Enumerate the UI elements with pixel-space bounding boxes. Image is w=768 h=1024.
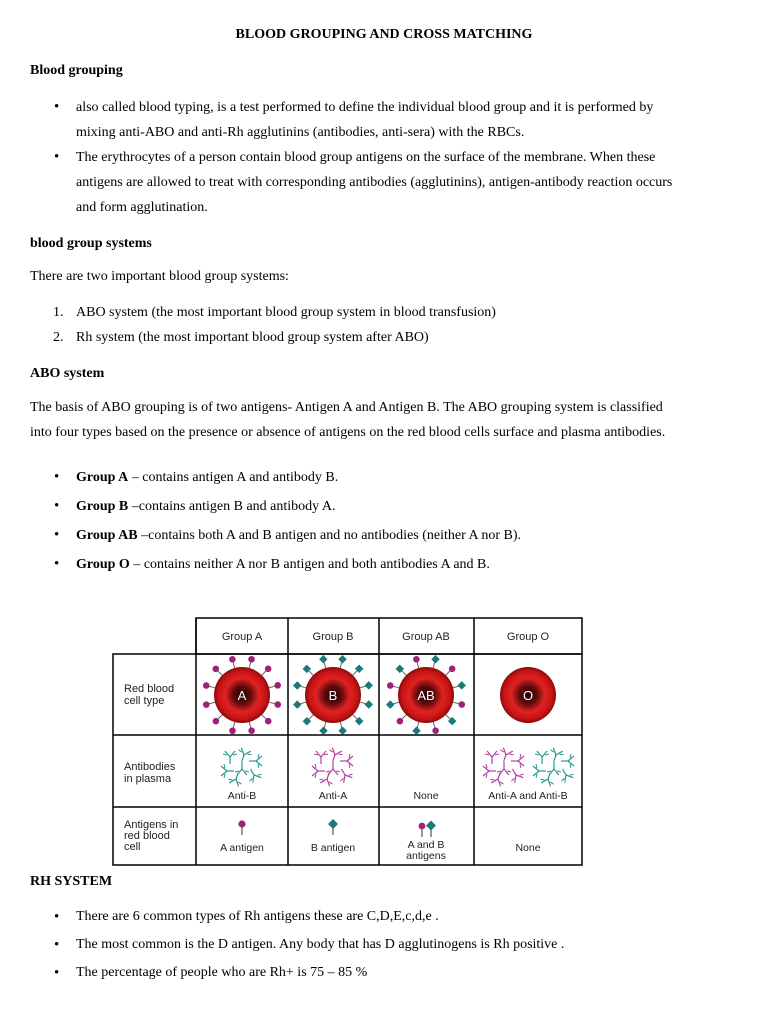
abo-groups-list <box>0 463 745 579</box>
antigen-label-group-a: A antigen <box>220 842 264 854</box>
list-number: 1. <box>53 305 64 320</box>
group-description: – contains neither A nor B antigen and both antibodies A and B. <box>129 557 490 572</box>
bullet-text-line: The erythrocytes of a person contain blood group antigens on the surface of the membrane. When these <box>76 150 656 165</box>
group-description: –contains antigen B and antibody A. <box>128 499 336 514</box>
rbc-letter-o: O <box>522 688 534 703</box>
heading-rh-system: RH SYSTEM <box>30 874 113 889</box>
table-grid <box>113 618 582 865</box>
list-item <box>0 492 745 521</box>
bullet-text-line: also called blood typing, is a test performed to define the individual blood group and it is performed by <box>76 100 654 115</box>
group-name: Group AB <box>76 528 138 543</box>
list-item-text: Rh system (the most important blood group system after ABO) <box>76 330 429 345</box>
paragraph-line: The basis of ABO grouping is of two antigens- Antigen A and Antigen B. The ABO grouping system is classified <box>30 400 663 415</box>
antigen-ab-icon <box>419 821 436 837</box>
row-label-red-blood-cell: Red blood <box>124 683 175 695</box>
blood-grouping-bullets <box>0 95 745 220</box>
antibody-anti-a-icon <box>483 747 525 787</box>
antigen-label-group-o: None <box>515 842 541 854</box>
list-item <box>0 521 745 550</box>
group-name: Group A <box>76 470 129 485</box>
list-item-text: ABO system (the most important blood group system in blood transfusion) <box>76 305 496 320</box>
heading-blood-group-systems: blood group systems <box>30 236 152 251</box>
antibody-anti-b-icon <box>221 747 263 787</box>
antigen-a-icon <box>238 820 245 835</box>
antigen-label-group-ab: A and B <box>407 839 445 851</box>
list-item <box>0 300 496 325</box>
antibody-label-group-o: Anti-A and Anti-B <box>488 790 568 802</box>
row-label-antibodies: in plasma <box>124 773 172 785</box>
list-item <box>0 145 745 220</box>
column-header-group-a: Group A <box>221 631 263 643</box>
column-header-group-ab: Group AB <box>402 631 450 643</box>
rbc-letter-ab: AB <box>417 688 435 703</box>
group-description: – contains antigen A and antibody B. <box>128 470 339 485</box>
antigen-label-group-b: B antigen <box>310 842 356 854</box>
list-item <box>0 95 745 145</box>
row-label-antibodies: Antibodies <box>124 761 176 773</box>
row-label-antigens: Antigens in <box>124 819 179 831</box>
list-item: • The percentage of people who are Rh+ is 75 – 85 % <box>0 959 745 987</box>
row-label-antigens: cell <box>124 841 141 853</box>
bullet-text-line: and form agglutination. <box>76 200 208 215</box>
paragraph-line: into four types based on the presence or absence of antigens on the red blood cells surface and plasma antibodies. <box>30 425 666 440</box>
antigen-b-icon <box>328 819 338 835</box>
list-item <box>0 550 745 579</box>
heading-blood-grouping: Blood grouping <box>30 63 123 78</box>
group-name: Group B <box>76 499 129 514</box>
bullet-text-line: mixing anti-ABO and anti-Rh agglutinins (antibodies, anti-sera) with the RBCs. <box>76 125 525 140</box>
column-header-group-b: Group B <box>312 631 354 643</box>
rh-bullets <box>0 903 745 987</box>
list-item: • The most common is the D antigen. Any body that has D agglutinogens is Rh positive . <box>0 931 745 959</box>
antibody-label-group-a: Anti-B <box>227 790 257 802</box>
row-label-antigens: red blood <box>124 830 170 842</box>
rbc-letter-b: B <box>328 688 338 703</box>
systems-list <box>0 300 496 350</box>
list-item <box>0 325 496 350</box>
list-number: 2. <box>53 330 64 345</box>
group-description: –contains both A and B antigen and no antibodies (neither A nor B). <box>137 528 521 543</box>
antibody-label-group-b: Anti-A <box>318 790 348 802</box>
antibody-anti-a-icon <box>312 747 354 787</box>
list-item <box>0 463 745 492</box>
antibody-label-group-ab: None <box>413 790 439 802</box>
bullet-text-line: antigens are allowed to treat with corresponding antibodies (agglutinins), antigen-antibody reaction occurs <box>76 175 673 190</box>
document-title: BLOOD GROUPING AND CROSS MATCHING <box>235 27 533 42</box>
antibody-anti-b-icon <box>533 747 575 787</box>
abo-blood-group-figure <box>112 617 584 867</box>
antigen-label-group-ab: antigens <box>406 850 446 862</box>
group-name: Group O <box>76 557 130 572</box>
row-label-red-blood-cell: cell type <box>124 695 165 707</box>
rbc-letter-a: A <box>237 688 247 703</box>
heading-abo-system: ABO system <box>30 366 105 381</box>
list-item: • There are 6 common types of Rh antigens these are C,D,E,c,d,e . <box>0 903 745 931</box>
abo-paragraph <box>30 395 742 445</box>
systems-intro: There are two important blood group systems: <box>30 269 289 284</box>
column-header-group-o: Group O <box>506 631 550 643</box>
